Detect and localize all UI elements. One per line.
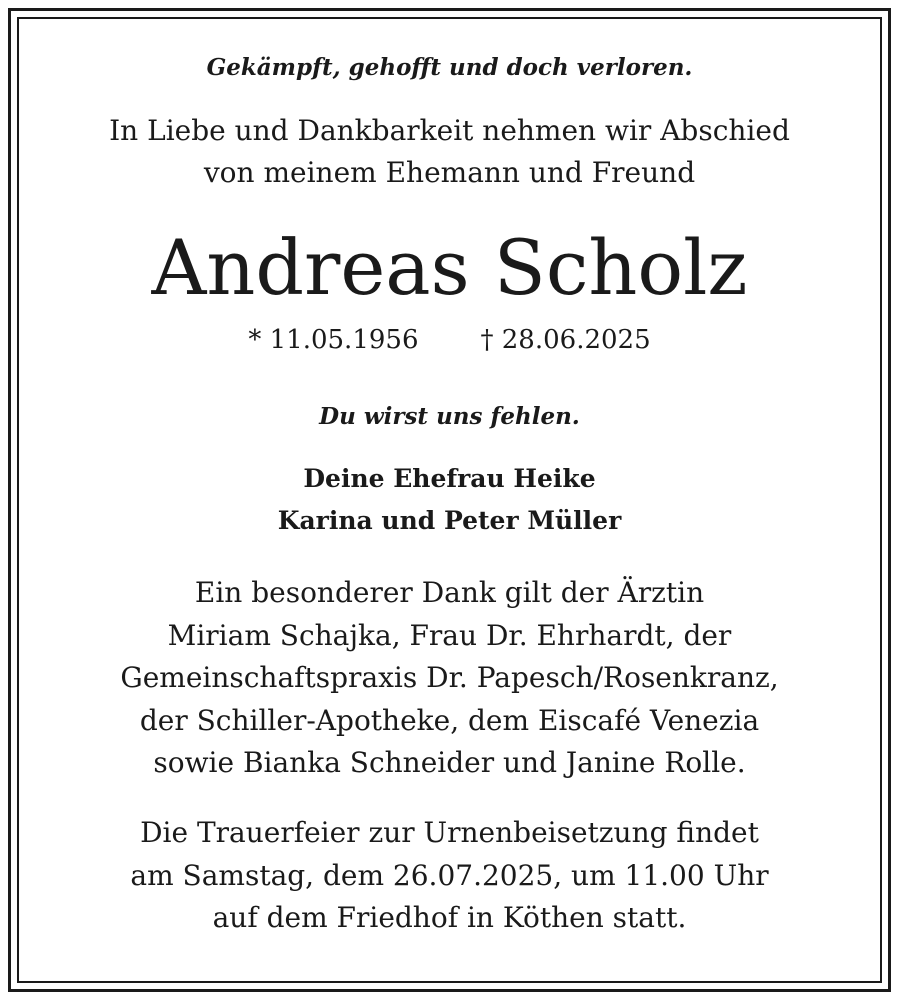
thanks-line: Miriam Schajka, Frau Dr. Ehrhardt, der bbox=[167, 618, 732, 652]
service-line: Die Trauerfeier zur Urnenbeisetzung findet bbox=[140, 816, 759, 849]
mourner-line: Deine Ehefrau Heike bbox=[303, 464, 596, 493]
death-date: † 28.06.2025 bbox=[480, 325, 651, 355]
acknowledgements bbox=[20, 572, 879, 785]
mourners bbox=[20, 458, 879, 542]
birth-date: * 11.05.1956 bbox=[248, 325, 419, 355]
thanks-line: sowie Bianka Schneider und Janine Rolle. bbox=[153, 746, 746, 779]
intro-line: von meinem Ehemann und Freund bbox=[203, 156, 696, 189]
thanks-line: der Schiller-Apotheke, dem Eiscafé Venezia bbox=[139, 703, 760, 737]
service-line: auf dem Friedhof in Köthen statt. bbox=[212, 901, 687, 934]
motto: Gekämpft, gehofft und doch verloren. bbox=[206, 54, 693, 81]
farewell-line: Du wirst uns fehlen. bbox=[319, 403, 580, 430]
mourner-line: Karina und Peter Müller bbox=[277, 506, 622, 535]
thanks-line: Gemeinschaftspraxis Dr. Papesch/Rosenkranz, bbox=[120, 661, 779, 694]
intro-line: In Liebe und Dankbarkeit nehmen wir Abschied bbox=[109, 114, 790, 147]
service-line: am Samstag, dem 26.07.2025, um 11.00 Uhr bbox=[130, 858, 769, 892]
intro-text bbox=[20, 110, 879, 194]
deceased-name: Andreas Scholz bbox=[151, 223, 748, 312]
thanks-line: Ein besonderer Dank gilt der Ärztin bbox=[194, 576, 705, 609]
life-dates bbox=[20, 318, 879, 362]
funeral-service-info bbox=[20, 812, 879, 940]
